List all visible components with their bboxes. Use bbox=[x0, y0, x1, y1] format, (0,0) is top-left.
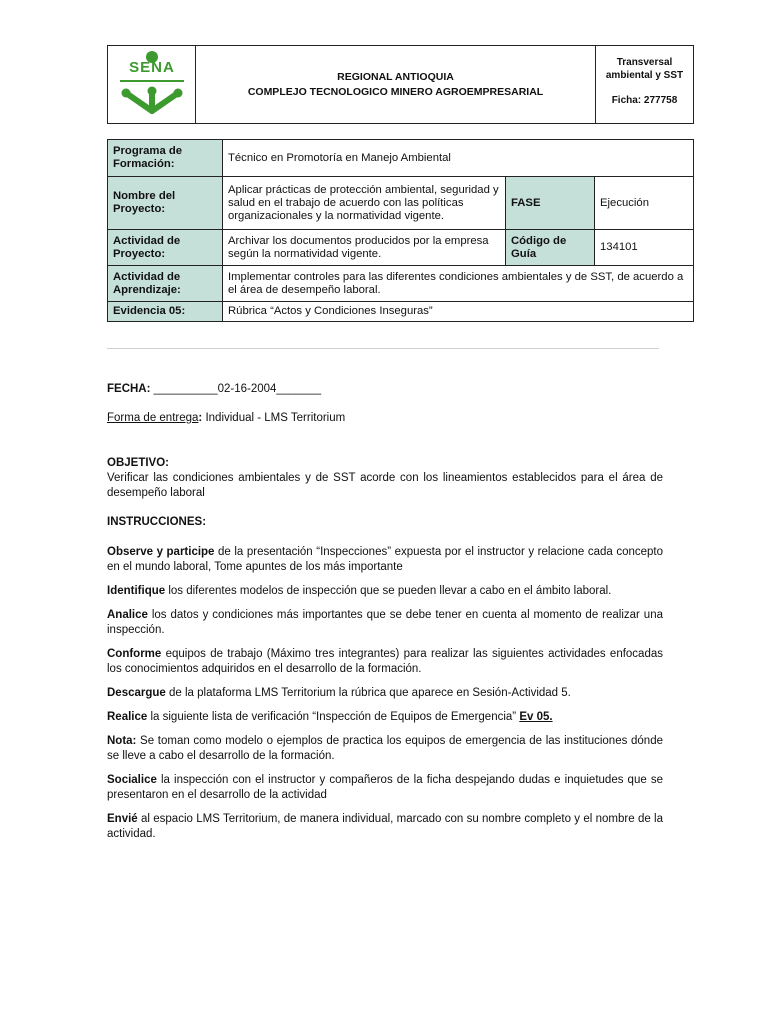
instruction-6-text: la siguiente lista de verificación “Inspección de Equipos de Emergencia” bbox=[147, 711, 520, 723]
logo-text: SENA bbox=[129, 59, 175, 76]
divider bbox=[107, 348, 659, 349]
objetivo-text: Verificar las condiciones ambientales y de SST acorde con los lineamientos establecidos para el área de desempeño laboral bbox=[107, 472, 663, 499]
instruction-4 bbox=[107, 647, 663, 677]
instruction-2-text: los diferentes modelos de inspección que se pueden llevar a cabo en el ámbito laboral. bbox=[165, 585, 612, 597]
instruction-3-text: los datos y condiciones más importantes que se debe tener en cuenta al momento de realizar una inspección. bbox=[107, 609, 663, 636]
instruction-1-text: de la presentación “Inspecciones” expuesta por el instructor y relacione cada concepto en el mundo laboral, Tome apuntes de los más importante bbox=[107, 546, 663, 573]
instruction-7 bbox=[107, 734, 663, 764]
regional-title: REGIONAL ANTIOQUIA bbox=[337, 71, 454, 83]
instruction-7-text: Se toman como modelo o ejemplos de practica los equipos de emergencia de las instituciones dónde se lleve a cabo el desarrollo de la formación. bbox=[107, 735, 663, 762]
programa-value: Técnico en Promotoría en Manejo Ambiental bbox=[223, 140, 694, 177]
instruction-8-verb: Socialice bbox=[107, 774, 157, 786]
evidencia-label: Evidencia 05: bbox=[108, 302, 223, 322]
evidencia-value: Rúbrica “Actos y Condiciones Inseguras” bbox=[223, 302, 694, 322]
instruction-9-text: al espacio LMS Territorium, de manera individual, marcado con su nombre completo y el nombre de la actividad. bbox=[107, 813, 663, 840]
instruction-8-text: la inspección con el instructor y compañeros de la ficha despejando dudas e inquietudes que se presentaron en el desarrollo de la actividad bbox=[107, 774, 663, 801]
instruction-2 bbox=[107, 584, 663, 599]
instruction-1-verb: Observe y participe bbox=[107, 546, 215, 558]
ficha-number: Ficha: 277758 bbox=[611, 95, 678, 106]
info-table bbox=[107, 139, 694, 322]
transversal-line1: Transversal bbox=[616, 57, 673, 68]
instruction-8 bbox=[107, 773, 663, 803]
actividad-aprendizaje-value: Implementar controles para las diferentes condiciones ambientales y de SST, de acuerdo a el área de desempeño laboral. bbox=[223, 266, 694, 302]
forma-line bbox=[107, 411, 663, 426]
table-row bbox=[108, 177, 694, 230]
instruction-5-text: de la plataforma LMS Territorium la rúbrica que aparece en Sesión-Actividad 5. bbox=[165, 687, 571, 699]
fecha-value: __________02-16-2004_______ bbox=[150, 383, 322, 395]
instruction-9-verb: Envié bbox=[107, 813, 138, 825]
table-row bbox=[108, 230, 694, 266]
instruction-3-verb: Analice bbox=[107, 609, 148, 621]
instruction-6 bbox=[107, 710, 663, 725]
logo-cell bbox=[108, 46, 196, 123]
instruction-1 bbox=[107, 545, 663, 575]
instruction-5 bbox=[107, 686, 663, 701]
codigo-value: 134101 bbox=[595, 230, 694, 266]
objetivo-title: OBJETIVO: bbox=[107, 457, 169, 469]
fase-value: Ejecución bbox=[595, 177, 694, 230]
programa-label: Programa de Formación: bbox=[108, 140, 223, 177]
fase-label: FASE bbox=[506, 177, 595, 230]
forma-value: Individual - LMS Territorium bbox=[202, 412, 346, 424]
table-row bbox=[108, 302, 694, 322]
instruction-4-verb: Conforme bbox=[107, 648, 162, 660]
table-row bbox=[108, 266, 694, 302]
instruction-6-evidence: Ev 05. bbox=[519, 711, 553, 723]
instruction-9 bbox=[107, 812, 663, 842]
instruction-3 bbox=[107, 608, 663, 638]
header-right-cell bbox=[596, 46, 693, 123]
instruction-6-verb: Realice bbox=[107, 711, 148, 723]
forma-colon: : bbox=[198, 412, 203, 424]
document-body bbox=[107, 382, 663, 842]
actividad-proyecto-value: Archivar los documentos producidos por la empresa según la normatividad vigente. bbox=[223, 230, 506, 266]
complejo-title: COMPLEJO TECNOLOGICO MINERO AGROEMPRESARIAL bbox=[247, 86, 544, 98]
document-header bbox=[107, 45, 694, 124]
instrucciones-title: INSTRUCCIONES: bbox=[107, 516, 207, 528]
codigo-label: Código de Guía bbox=[506, 230, 595, 266]
actividad-aprendizaje-label: Actividad de Aprendizaje: bbox=[108, 266, 223, 302]
header-title-cell bbox=[196, 46, 596, 123]
fecha-label: FECHA: bbox=[107, 383, 151, 395]
instruction-5-verb: Descargue bbox=[107, 687, 166, 699]
instruction-7-verb: Nota: bbox=[107, 735, 137, 747]
fecha-line bbox=[107, 382, 663, 397]
instruction-2-verb: Identifique bbox=[107, 585, 166, 597]
proyecto-value: Aplicar prácticas de protección ambiental, seguridad y salud en el trabajo de acuerdo con las políticas organizacionales y la normatividad vigente. bbox=[223, 177, 506, 230]
actividad-proyecto-label: Actividad de Proyecto: bbox=[108, 230, 223, 266]
forma-label: Forma de entrega bbox=[107, 412, 199, 424]
table-row bbox=[108, 140, 694, 177]
transversal-line2: ambiental y SST bbox=[605, 70, 684, 81]
instruction-4-text: equipos de trabajo (Máximo tres integrantes) para realizar las siguientes actividades enfocadas los conocimientos adquiridos en el desarrollo de la formación. bbox=[107, 648, 663, 675]
proyecto-label: Nombre del Proyecto: bbox=[108, 177, 223, 230]
